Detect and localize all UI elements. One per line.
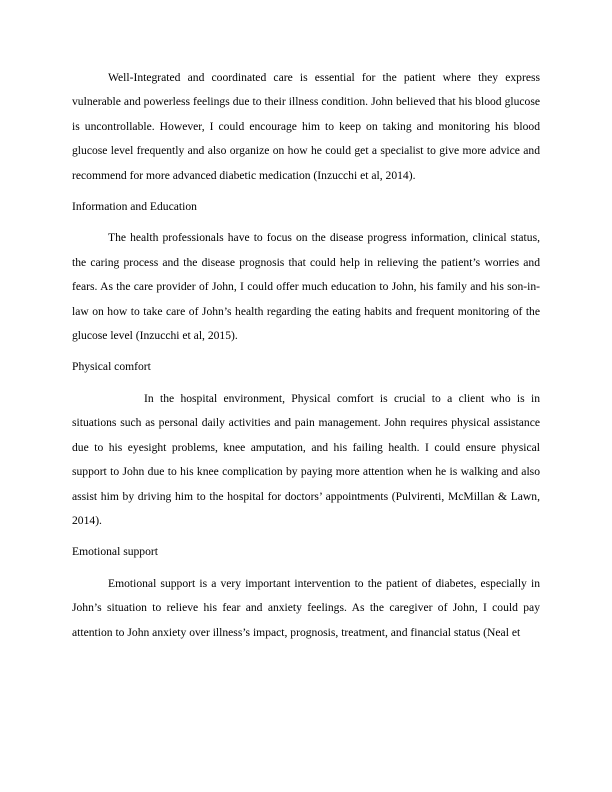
heading-emotional-support: Emotional support <box>72 545 158 559</box>
heading-physical-comfort: Physical comfort <box>72 360 151 374</box>
paragraph-integrated-care: Well-Integrated and coordinated care is essential for the patient where they express vulnerable and powerless feelings due to their illness condition. John believed that his blood glucose is uncontrollable. However, I could encourage him to keep on taking and monitoring his blood glucose level frequently and also organize on how he could get a specialist to give more advice and recommend for more advanced diabetic medication (Inzucchi et al, 2014). <box>72 71 540 182</box>
document-page <box>72 66 540 645</box>
paragraph-physical-comfort: In the hospital environment, Physical comfort is crucial to a client who is in situations such as personal daily activities and pain management. John requires physical assistance due to his eyesight problems, knee amputation, and his failing health. I could ensure physical support to John due to his knee complication by paying more attention when he is walking and also assist him by driving him to the hospital for doctors’ appointments (Pulvirenti, McMillan & Lawn, 2014). <box>72 391 540 527</box>
heading-information-education: Information and Education <box>72 200 197 214</box>
paragraph-information-education: The health professionals have to focus on the disease progress information, clinical status, the caring process and the disease prognosis that could help in relieving the patient’s worries and fears. As the care provider of John, I could offer much education to John, his family and his son-in-law on how to take care of John’s health regarding the eating habits and frequent monitoring of the glucose level (Inzucchi et al, 2015). <box>72 231 540 343</box>
paragraph-emotional-support: Emotional support is a very important intervention to the patient of diabetes, especially in John’s situation to relieve his fear and anxiety feelings. As the caregiver of John, I could pay attention to John anxiety over illness’s impact, prognosis, treatment, and financial status (Neal et <box>72 576 540 639</box>
